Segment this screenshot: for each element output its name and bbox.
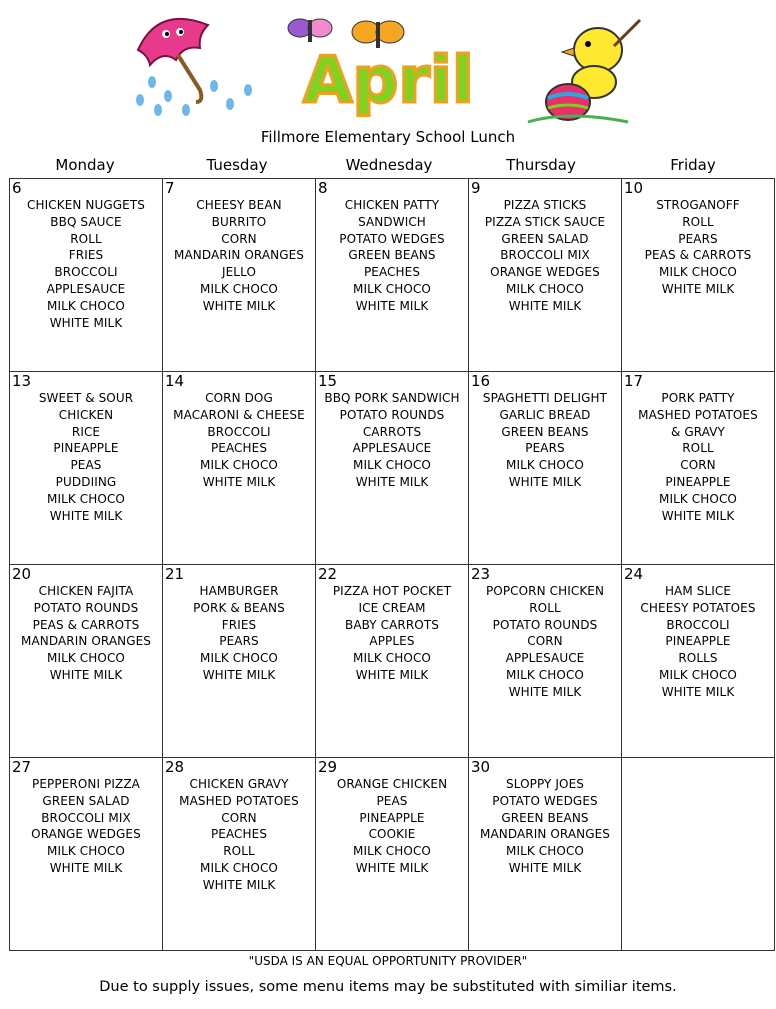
menu-item: BABY CARROTS [344,617,440,632]
menu-item: MILK CHOCO [659,491,737,506]
menu-item: CHICKEN [58,407,114,422]
menu-item: ROLL [223,844,255,859]
menu-list [10,372,162,524]
lunch-calendar [9,178,775,951]
umbrella-icon [136,19,252,116]
calendar-day-cell [622,372,775,565]
menu-item: ORANGE WEDGES [31,827,141,842]
menu-item: SPAGHETTI DELIGHT [482,391,608,405]
menu-list [10,179,162,331]
menu-item: MILK CHOCO [353,844,431,859]
menu-item: WHITE MILK [49,315,123,330]
menu-list [622,372,774,524]
menu-item: PEAS [70,458,102,473]
calendar-day-cell [163,372,316,565]
weekday-header: Thursday [506,156,576,174]
menu-item: MILK CHOCO [47,298,125,313]
menu-item: CHICKEN NUGGETS [27,198,145,212]
calendar-day-cell [163,179,316,372]
menu-item: WHITE MILK [202,298,276,313]
menu-item: BROCCOLI [207,424,271,439]
menu-item: MANDARIN ORANGES [479,827,611,842]
menu-item: PINEAPPLE [53,441,119,456]
menu-item: BURRITO [211,214,267,229]
menu-item: CARROTS [362,424,422,439]
menu-item: MANDARIN ORANGES [20,634,152,649]
calendar-day-cell [622,758,775,951]
menu-item: MASHED POTATOES [179,793,299,808]
menu-item: MILK CHOCO [659,667,737,682]
menu-item: GREEN SALAD [42,793,130,808]
day-number: 23 [471,565,491,583]
menu-list [469,372,621,491]
menu-item: MILK CHOCO [200,651,278,666]
menu-item: WHITE MILK [508,860,582,875]
menu-item: RICE [71,424,101,439]
calendar-day-cell [469,372,622,565]
menu-item: BROCCOLI [54,265,118,280]
menu-item: APPLESAUCE [46,281,126,296]
menu-item: MILK CHOCO [353,458,431,473]
menu-list [163,758,315,894]
menu-item: ROLLS [678,651,718,666]
menu-item: APPLES [369,634,415,649]
day-number: 13 [12,372,32,390]
menu-item: PIZZA STICK SAUCE [484,214,606,229]
day-number: 6 [12,179,22,197]
calendar-day-cell [10,372,163,565]
menu-item: BROCCOLI [666,617,730,632]
menu-item: ROLL [682,441,714,456]
menu-item: PEARS [525,441,565,456]
menu-item: BROCCOLI MIX [500,248,590,263]
day-number: 16 [471,372,491,390]
calendar-week-row [10,758,775,951]
menu-item: COOKIE [368,827,416,842]
menu-item: MACARONI & CHEESE [173,407,305,422]
page-subtitle: Fillmore Elementary School Lunch [260,128,516,146]
header-banner [128,10,648,128]
menu-item: SANDWICH [358,214,426,229]
menu-item: HAM SLICE [664,584,732,598]
menu-item: POTATO ROUNDS [492,617,598,632]
menu-item: CHICKEN PATTY [344,198,440,212]
menu-item: MILK CHOCO [506,281,584,296]
calendar-day-cell [163,758,316,951]
menu-item: ORANGE WEDGES [490,265,600,280]
menu-item: PEARS [219,634,259,649]
menu-item: CHEESY POTATOES [640,600,756,615]
menu-item: MILK CHOCO [353,651,431,666]
day-number: 15 [318,372,338,390]
calendar-day-cell [316,565,469,758]
weekday-header: Wednesday [345,156,433,174]
menu-item: CORN DOG [205,391,273,405]
butterfly-icon [288,19,332,42]
menu-item: WHITE MILK [202,474,276,489]
menu-item: PEAS & CARROTS [644,248,752,263]
menu-item: PIZZA HOT POCKET [332,584,452,598]
menu-item: PUDDIING [55,474,117,489]
menu-item: APPLESAUCE [505,651,585,666]
menu-item: GREEN SALAD [501,231,589,246]
day-number: 10 [624,179,644,197]
supply-note: Due to supply issues, some menu items may be substituted with similiar items. [99,979,677,995]
menu-item: WHITE MILK [355,298,429,313]
menu-item: PEAS & CARROTS [32,617,140,632]
menu-item: WHITE MILK [355,860,429,875]
menu-item: WHITE MILK [49,508,123,523]
day-number: 17 [624,372,644,390]
menu-item: BBQ PORK SANDWICH [324,391,460,405]
weekday-header: Friday [670,156,716,174]
menu-item: WHITE MILK [661,684,735,699]
calendar-day-cell [622,565,775,758]
calendar-day-cell [10,565,163,758]
menu-item: WHITE MILK [508,684,582,699]
calendar-day-cell [10,758,163,951]
menu-item: & GRAVY [670,424,725,439]
calendar-day-cell [316,179,469,372]
menu-item: CORN [527,634,563,649]
calendar-day-cell [622,179,775,372]
menu-list [469,565,621,701]
menu-item: CHICKEN GRAVY [189,777,289,791]
day-number: 7 [165,179,175,197]
menu-item: SLOPPY JOES [506,777,584,791]
menu-list [316,565,468,684]
menu-list [10,758,162,877]
menu-item: MILK CHOCO [200,458,278,473]
menu-item: GARLIC BREAD [499,407,591,422]
day-number: 28 [165,758,185,776]
menu-item: WHITE MILK [508,298,582,313]
menu-item: GREEN BEANS [501,810,589,825]
calendar-day-cell [469,758,622,951]
day-number: 14 [165,372,185,390]
menu-list [622,565,774,701]
menu-item: PINEAPPLE [665,474,731,489]
menu-list [469,179,621,315]
menu-item: PORK & BEANS [193,600,285,615]
day-number: 8 [318,179,328,197]
weekday-header: Monday [55,156,115,174]
calendar-day-cell [469,565,622,758]
menu-item: MILK CHOCO [659,265,737,280]
menu-item: BBQ SAUCE [50,214,122,229]
menu-item: POTATO WEDGES [339,231,445,246]
day-number: 9 [471,179,481,197]
menu-list [316,179,468,315]
menu-item: MILK CHOCO [506,844,584,859]
menu-item: HAMBURGER [199,584,279,598]
day-number: 27 [12,758,32,776]
menu-item: CORN [221,810,257,825]
day-number: 22 [318,565,338,583]
menu-item: JELLO [221,265,256,280]
menu-item: WHITE MILK [508,474,582,489]
april-banner-art [128,10,648,128]
menu-list [163,179,315,315]
calendar-day-cell [469,179,622,372]
menu-item: GREEN BEANS [501,424,589,439]
menu-item: PEARS [678,231,718,246]
menu-item: MILK CHOCO [47,651,125,666]
menu-item: WHITE MILK [49,860,123,875]
menu-item: PIZZA STICKS [503,198,587,212]
menu-item: PINEAPPLE [665,634,731,649]
menu-item: PORK PATTY [661,391,735,405]
menu-item: MILK CHOCO [200,281,278,296]
menu-item: WHITE MILK [355,474,429,489]
menu-item: PEACHES [210,827,268,842]
menu-item: FRIES [221,617,257,632]
menu-item: STROGANOFF [656,198,740,212]
menu-item: CORN [680,458,716,473]
menu-list [316,758,468,877]
menu-item: PEPPERONI PIZZA [32,777,140,791]
day-number: 20 [12,565,32,583]
menu-item: MILK CHOCO [353,281,431,296]
menu-list [163,372,315,491]
menu-item: WHITE MILK [202,667,276,682]
menu-list [622,758,774,776]
menu-item: PEAS [376,793,408,808]
menu-item: ORANGE CHICKEN [336,777,448,791]
menu-item: MILK CHOCO [47,844,125,859]
calendar-day-cell [163,565,316,758]
menu-item: ROLL [529,600,561,615]
menu-item: ROLL [682,214,714,229]
menu-item: MILK CHOCO [506,458,584,473]
month-title: April [303,44,474,118]
menu-list [163,565,315,684]
menu-item: BROCCOLI MIX [41,810,131,825]
menu-item: SWEET & SOUR [38,391,134,405]
menu-item: MILK CHOCO [200,860,278,875]
menu-item: MILK CHOCO [47,491,125,506]
menu-item: WHITE MILK [661,281,735,296]
menu-item: CHEESY BEAN [196,198,282,212]
calendar-day-cell [316,372,469,565]
menu-item: MASHED POTATOES [638,407,758,422]
menu-item: FRIES [68,248,104,263]
menu-item: WHITE MILK [49,667,123,682]
weekday-header: Tuesday [206,156,268,174]
calendar-day-cell [316,758,469,951]
menu-item: WHITE MILK [661,508,735,523]
menu-list [469,758,621,877]
day-number: 21 [165,565,185,583]
menu-item: CHICKEN FAJITA [38,584,134,598]
usda-notice: "USDA IS AN EQUAL OPPORTUNITY PROVIDER" [248,954,528,968]
menu-item: MILK CHOCO [506,667,584,682]
menu-item: PINEAPPLE [359,810,425,825]
menu-item: GREEN BEANS [348,248,436,263]
menu-item: POPCORN CHICKEN [485,584,605,598]
menu-item: ICE CREAM [358,600,426,615]
menu-item: POTATO ROUNDS [339,407,445,422]
menu-item: WHITE MILK [202,877,276,892]
menu-item: PEACHES [210,441,268,456]
day-number: 24 [624,565,644,583]
menu-item: CORN [221,231,257,246]
day-number: 29 [318,758,338,776]
menu-item: POTATO WEDGES [492,793,598,808]
menu-list [316,372,468,491]
menu-item: PEACHES [363,265,421,280]
menu-item: WHITE MILK [355,667,429,682]
menu-item: MANDARIN ORANGES [173,248,305,263]
menu-list [622,179,774,298]
day-number: 30 [471,758,491,776]
calendar-day-cell [10,179,163,372]
calendar-week-row [10,565,775,758]
menu-item: APPLESAUCE [352,441,432,456]
calendar-week-row [10,372,775,565]
menu-list [10,565,162,684]
calendar-week-row [10,179,775,372]
menu-item: ROLL [70,231,102,246]
menu-item: POTATO ROUNDS [33,600,139,615]
